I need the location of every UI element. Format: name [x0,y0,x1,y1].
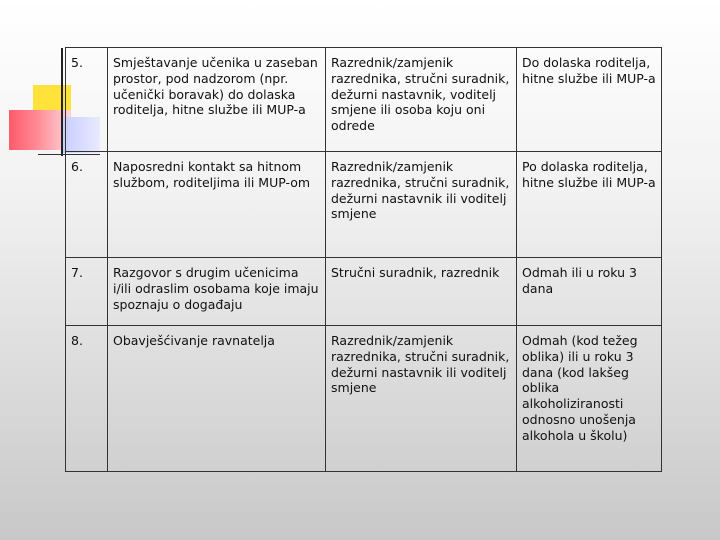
step-action: Razgovor s drugim učenicima i/ili odraslim osobama koje imaju spoznaju o događaju [108,258,326,326]
step-action: Obavješćivanje ravnatelja [108,326,326,472]
step-deadline: Do dolaska roditelja, hitne službe ili MUP-a [517,48,662,152]
step-action: Smještavanje učenika u zaseban prostor, pod nadzorom (npr. učenički boravak) do dolaska roditelja, hitne službe ili MUP-a [108,48,326,152]
step-responsible: Razrednik/zamjenik razrednika, stručni suradnik, dežurni nastavnik ili voditelj smjene [326,326,517,472]
step-responsible: Razrednik/zamjenik razrednika, stručni suradnik, dežurni nastavnik, voditelj smjene ili osoba koju oni odrede [326,48,517,152]
decorative-vertical-line [61,48,63,156]
table-row [66,48,662,152]
table-row [66,152,662,258]
step-number: 5. [66,48,108,152]
step-number: 8. [66,326,108,472]
table-row [66,258,662,326]
procedure-table [65,47,662,472]
table-row [66,326,662,472]
step-responsible: Razrednik/zamjenik razrednika, stručni suradnik, dežurni nastavnik ili voditelj smjene [326,152,517,258]
step-action: Naposredni kontakt sa hitnom službom, roditeljima ili MUP-om [108,152,326,258]
step-deadline: Odmah (kod težeg oblika) ili u roku 3 dana (kod lakšeg oblika alkoholiziranosti odnosno unošenja alkohola u školu) [517,326,662,472]
step-responsible: Stručni suradnik, razrednik [326,258,517,326]
step-number: 6. [66,152,108,258]
step-number: 7. [66,258,108,326]
step-deadline: Po dolaska roditelja, hitne službe ili MUP-a [517,152,662,258]
step-deadline: Odmah ili u roku 3 dana [517,258,662,326]
